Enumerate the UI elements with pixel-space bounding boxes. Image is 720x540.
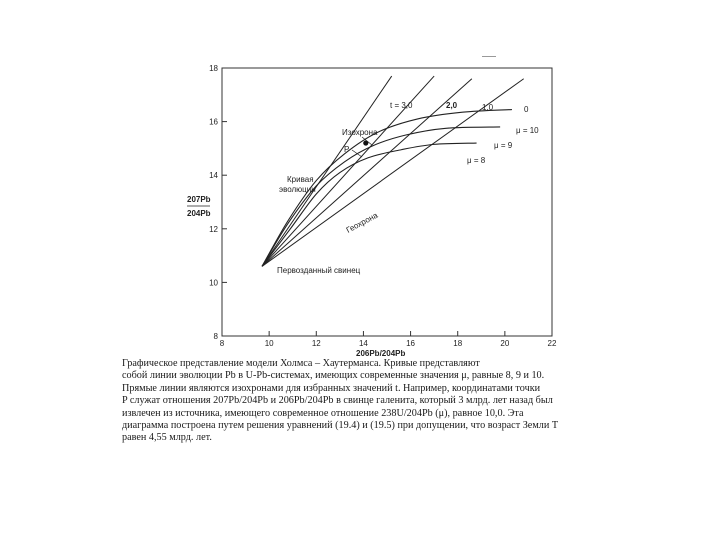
caption-line: P служат отношения 207Pb/204Pb и 206Pb/204Pb в свинце галенита, который 3 млрд. лет назад был [122,395,553,407]
origin-label: Первозданный свинец [277,266,361,275]
x-tick-label: 8 [219,339,225,348]
isochron-line-0 [262,76,392,266]
y-tick-label: 12 [209,224,218,234]
geochron-label: Геохрона [344,210,380,235]
y-tick-label: 18 [209,64,218,73]
x-tick-label: 10 [264,339,274,348]
y-tick-label: 14 [209,171,218,181]
mu-label-8: μ = 8 [467,156,486,165]
isochron-label-t3: t = 3,0 [390,101,413,110]
isochron-label-2: 2,0 [446,101,458,110]
evolution-curve-mu8 [262,143,477,266]
x-axis-label: 206Pb/204Pb [356,349,406,358]
x-tick-label: 12 [311,339,321,348]
caption-line: собой линии эволюции Pb в U-Pb-системах, имеющих современные значения μ, равные 8, 9 и 10. [122,370,545,382]
caption-line: диаграмма построена путем решения уравнений (19.4) и (19.5) при допущении, что возраст Земли T [122,420,559,432]
isochron-label-0: 0 [524,105,529,114]
point-p-label: P [344,145,350,154]
y-tick-label: 8 [213,332,218,341]
x-tick-label: 14 [358,339,368,348]
caption-line: Графическое представление модели Холмса – Хаутерманса. Кривые представляют [122,358,480,369]
y-tick-label: 10 [209,278,218,288]
x-tick-label: 20 [500,339,510,348]
plot-frame [222,68,552,336]
mu-label-9: μ = 9 [494,141,513,150]
evolution-curve-mu9 [262,127,500,266]
y-axis-label-bottom: 204Pb [187,209,211,218]
mu-label-10: μ = 10 [516,126,539,135]
isochron-label-1: 1,0 [482,103,494,112]
caption-line: извлечен из источника, имеющего современное отношение 238U/204Pb (μ), равное 10,0. Эта [122,407,524,419]
x-tick-label: 18 [453,339,463,348]
isochron-annotation: Изохрона [342,128,378,137]
caption-line: Прямые линии являются изохронами для избранных значений t. Например, координатами точки [122,382,541,394]
x-tick-label: 16 [406,339,416,348]
y-axis-label-top: 207Pb [187,195,211,204]
caption-line: равен 4,55 млрд. лет. [122,432,212,444]
curve-label-line2: эволюции [279,185,316,194]
isochron-line-2 [262,79,472,267]
axis-ticks [209,64,557,348]
figure-caption [122,358,608,445]
y-tick-label: 16 [209,117,218,127]
x-tick-label: 22 [547,339,557,348]
curve-label-line1: Кривая [287,175,314,184]
